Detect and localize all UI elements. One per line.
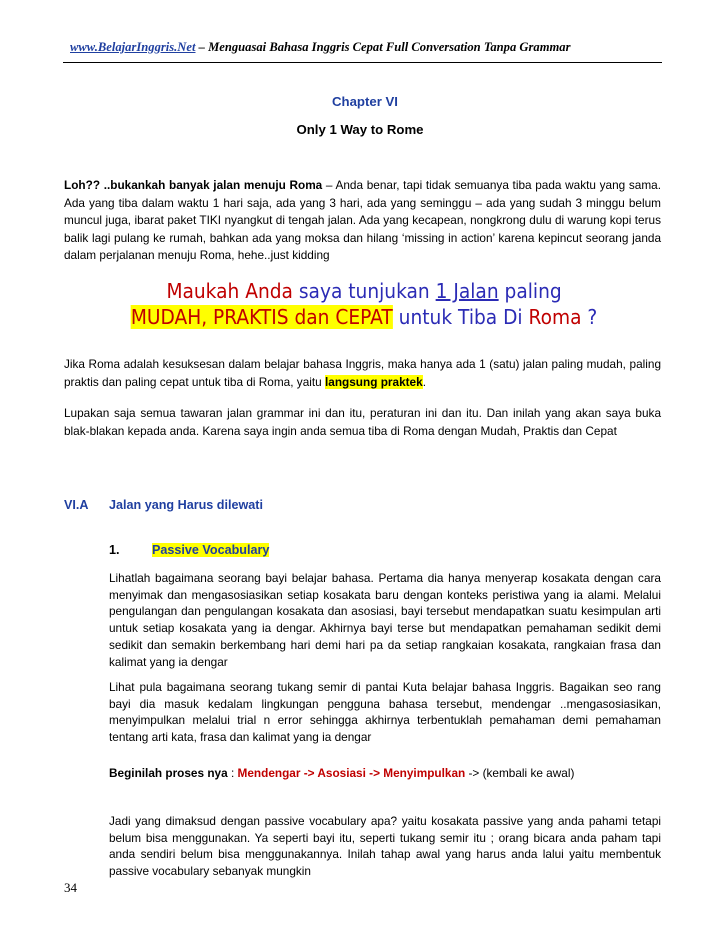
roma-text: Jika Roma adalah kesuksesan dalam belajar bahasa Inggris, maka hanya ada 1 (satu) jalan paling mudah, paling praktis dan paling cepat untuk tiba di Roma, yaitu — [64, 357, 661, 389]
banner-roma: Roma — [528, 305, 582, 329]
banner-question: ? — [581, 305, 598, 329]
process-line — [109, 766, 574, 780]
section-title: Jalan yang Harus dilewati — [109, 498, 263, 512]
process-tail: -> (kembali ke awal) — [465, 766, 575, 780]
banner-line-1 — [26, 278, 703, 304]
section-number: VI.A — [64, 498, 89, 512]
chapter-number-text: Chapter VI — [332, 94, 398, 109]
banner-paling: paling — [498, 279, 562, 303]
paragraph-jadi: Jadi yang dimaksud dengan passive vocabulary apa? yaitu kosakata passive yang anda pahami tetapi belum bisa menggunakan. Ya seperti bayi itu, seperti tukang semir itu ; orang bicara anda paham tapi anda sendiri belum bisa menggunakannya. Inilah tahap awal yang harus anda lalui yaitu membentuk passive vocabulary sebanyak mungkin — [109, 814, 661, 879]
banner-maukah: Maukah Anda — [166, 279, 293, 303]
intro-paragraph — [64, 177, 661, 265]
banner-mudah: MUDAH, PRAKTIS dan CEPAT — [130, 305, 393, 329]
banner-line-2 — [26, 304, 703, 330]
intro-bold: Loh?? ..bukankah banyak jalan menuju Roma — [64, 178, 323, 192]
site-link[interactable]: www.BelajarInggris.Net — [70, 40, 196, 54]
banner-saya: saya tunjukan — [292, 279, 436, 303]
chapter-title-text: Only 1 Way to Rome — [296, 122, 424, 137]
roma-highlight: langsung praktek — [325, 374, 423, 389]
process-steps: Mendengar -> Asosiasi -> Menyimpulkan — [237, 766, 466, 780]
header-tagline: – Menguasai Bahasa Inggris Cepat Full Conversation Tanpa Grammar — [195, 40, 571, 54]
subsection-number: 1. — [109, 543, 120, 557]
header-rule — [63, 62, 662, 63]
process-label: Beginilah proses nya — [109, 766, 228, 780]
intro-text: – Anda benar, tapi tidak semuanya tiba pada waktu yang sama. Ada yang tiba dalam waktu 1 hari saja, ada yang 3 hari, ada yang seminggu – ada yang sudah 3 minggu belum muncul juga, ibarat paket TIKI nyangkut di tengah jalan. Ada yang kecapean, nongkrong dulu di warung kopi terus balik lagi pulang ke rumah, bahkan ada yang moksa dan hilang ‘missing in action’ karena kepincut seorang janda dalam perjalanan menuju Roma, hehe..just kidding — [64, 178, 661, 263]
paragraph-lupakan: Lupakan saja semua tawaran jalan grammar ini dan itu, peraturan ini dan itu. Dan inilah yang akan saya buka blak-blakan kepada anda. Karena saya ingin anda semua tiba di Roma dengan Mudah, Praktis dan Cepat — [64, 406, 661, 438]
banner-1-jalan: 1 Jalan — [435, 279, 499, 303]
paragraph-bayi: Lihatlah bagaimana seorang bayi belajar bahasa. Pertama dia hanya menyerap kosakata dengan cara menyimak dan mengasosiasikan setiap kosakata baru dengan konteks peristiwa yang ia alami. Melalui pengulangan dan pengulangan kosakata dan asosiasi, bayi tersebut mendapatkan suatu kesimpulan arti untuk setiap kosakata yang ia dengar. Akhirnya bayi terse but mendapatkan pemahaman sedikit demi sedikit dan semakin berkembang hari demi hari pa da setiap rangkaian kosakata, rangkaian frasa dan kalimat yang ia dengar — [109, 571, 661, 669]
paragraph-tukang-semir: Lihat pula bagaimana seorang tukang semir di pantai Kuta belajar bahasa Inggris. Bagaikan seo rang bayi dia masuk kedalam lingkungan pengguna bahasa tersebut, mendengar ..mengasosiasikan, menyimpulkan melalui trial n error sehingga akhirnya terbentuklah pemahaman demi pemahaman tentang arti kata, frasa dan kalimat yang ia dengar — [109, 680, 661, 745]
roma-end: . — [422, 374, 426, 389]
page-header — [70, 40, 670, 55]
process-sep: : — [227, 766, 238, 780]
paragraph-roma — [64, 356, 661, 391]
subsection-title: Passive Vocabulary — [152, 543, 270, 557]
page-number: 34 — [64, 880, 77, 895]
banner-untuk: untuk Tiba Di — [392, 305, 529, 329]
